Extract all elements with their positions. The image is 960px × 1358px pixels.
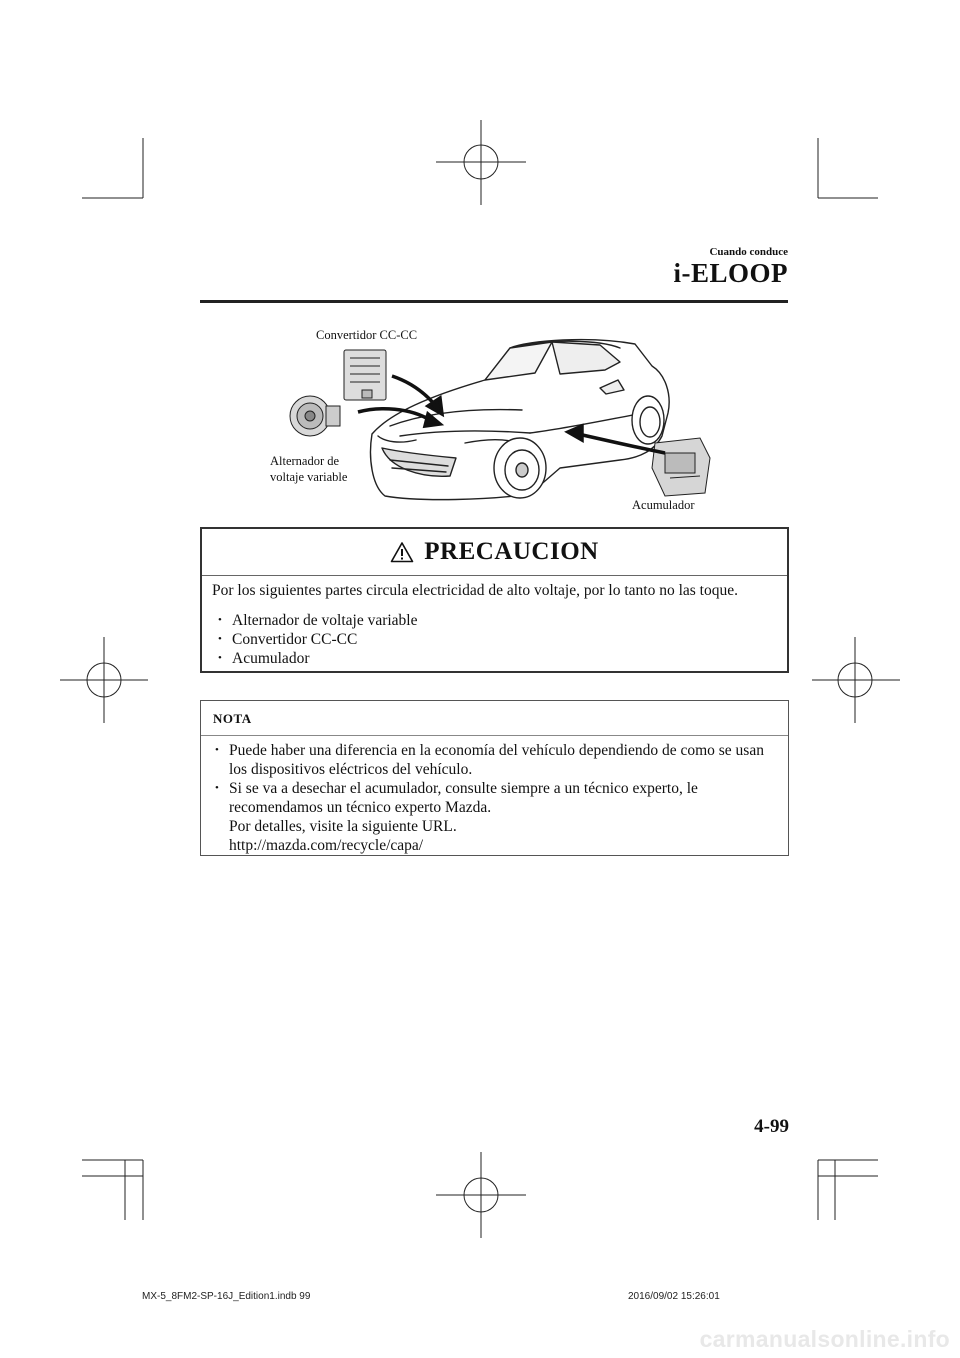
page-title: i-ELOOP [673, 258, 788, 288]
caution-title: PRECAUCION [424, 538, 599, 565]
imprint-timestamp: 2016/09/02 15:26:01 [628, 1291, 720, 1302]
note-url: http://mazda.com/recycle/capa/ [229, 837, 424, 854]
header-rule [200, 300, 788, 303]
car-illustration [260, 318, 740, 523]
note-line: • Si se va a desechar el acumulador, consulte siempre a un técnico experto, le [229, 780, 698, 797]
list-item [211, 779, 783, 855]
imprint-file: MX-5_8FM2-SP-16J_Edition1.indb 99 [142, 1291, 311, 1302]
label-alternator-line1: Alternador de [270, 454, 340, 468]
caution-box [200, 527, 789, 673]
note-line: • Puede haber una diferencia en la economía del vehículo dependiendo de como se usan [229, 742, 764, 759]
note-list [211, 741, 783, 855]
note-title: NOTA [213, 711, 252, 726]
caution-text: Por los siguientes partes circula electricidad de alto voltaje, por lo tanto no las toque. [212, 582, 738, 599]
component-figure [260, 318, 740, 523]
section-label: Cuando conduce [709, 246, 788, 258]
list-item: • Acumulador [214, 649, 774, 668]
note-line: los dispositivos eléctricos del vehículo. [229, 761, 473, 778]
label-converter: Convertidor CC-CC [316, 328, 418, 342]
note-line: Por detalles, visite la siguiente URL. [229, 818, 457, 835]
list-item: • Convertidor CC-CC [214, 630, 774, 649]
watermark-bar [0, 1326, 960, 1358]
note-header [201, 701, 788, 736]
caution-header [202, 529, 787, 576]
page-number: 4-99 [754, 1116, 789, 1137]
caution-list [214, 611, 774, 668]
note-box [200, 700, 789, 856]
label-capacitor: Acumulador [632, 498, 695, 512]
warning-triangle-icon [390, 541, 414, 563]
watermark-text: carmanualsonline.info [699, 1326, 950, 1352]
note-line: recomendamos un técnico experto Mazda. [229, 799, 492, 816]
list-item [211, 741, 783, 779]
label-alternator-line2: voltaje variable [270, 470, 348, 484]
list-item: • Alternador de voltaje variable [214, 611, 774, 630]
